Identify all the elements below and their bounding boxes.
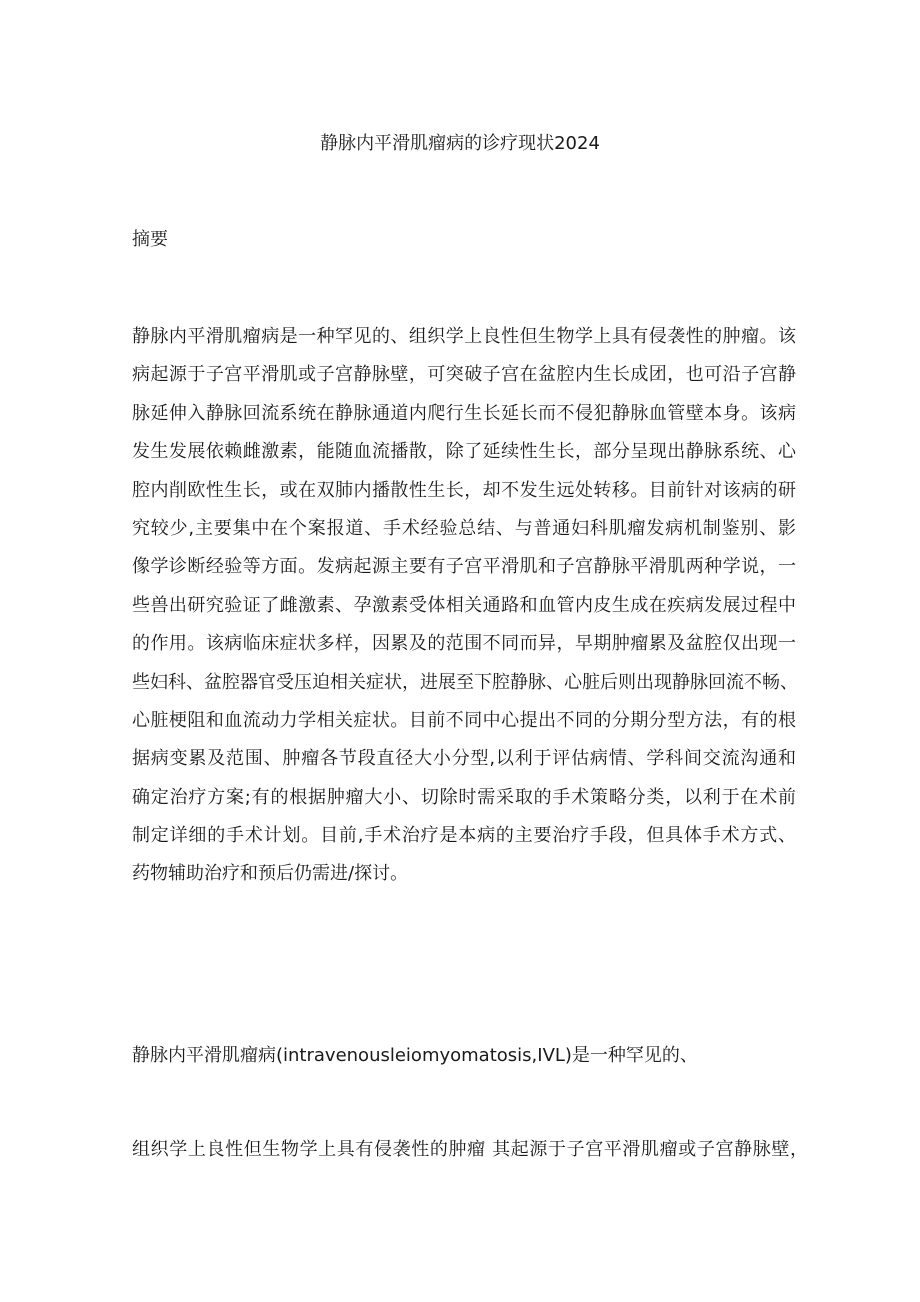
abstract-line: 静脉内平滑肌瘤病是一种罕见的、组织学上良性但生物学上具有侵袭性的肿瘤。该 xyxy=(132,326,796,347)
abstract-paragraph xyxy=(132,318,796,894)
abstract-line: 发生发展依赖雌激素，能随血流播散，除了延续性生长，部分呈现出静脉系统、心 xyxy=(132,441,796,463)
body-paragraph-continued: 组织学上良性但生物学上具有侵袭性的肿瘤 其起源于子宫平滑肌瘤或子宫静脉壁， xyxy=(132,1139,808,1160)
abstract-line: 据病变累及范围、肿瘤各节段直径大小分型,以利于评估病情、学科间交流沟通和 xyxy=(132,748,796,770)
abstract-line: 些妇科、盆腔器官受压迫相关症状，进展至下腔静脉、心脏后则出现静脉回流不畅、 xyxy=(132,671,798,693)
abstract-line: 制定详细的手术计划。目前,手术治疗是本病的主要治疗手段，但具体手术方式、 xyxy=(132,825,796,847)
body-paragraph-intro: 静脉内平滑肌瘤病(intravenousleiomyomatosis,IVL)是一种罕见的、 xyxy=(132,1045,698,1066)
abstract-line: 药物辅助治疗和预后仍需进/探讨。 xyxy=(132,863,409,885)
abstract-line: 些兽出研究验证了雌激素、孕激素受体相关通路和血管内皮生成在疾病发展过程中 xyxy=(132,594,796,616)
abstract-line: 究较少,主要集中在个案报道、手术经验总结、与普通妇科肌瘤发病机制鉴别、影 xyxy=(132,517,796,539)
abstract-line: 的作用。该病临床症状多样，因累及的范围不同而异，早期肿瘤累及盆腔仅出现一 xyxy=(132,633,796,655)
document-title: 静脉内平滑肌瘤病的诊疗现状2024 xyxy=(320,133,600,154)
abstract-line: 心脏梗阻和血流动力学相关症状。目前不同中心提出不同的分期分型方法，有的根 xyxy=(132,709,796,731)
abstract-line: 像学诊断经验等方面。发病起源主要有子宫平滑肌和子宫静脉平滑肌两种学说，一 xyxy=(132,556,796,578)
abstract-line: 腔内削欧性生长，或在双肺内播散性生长，却不发生远处转移。目前针对该病的研 xyxy=(132,479,796,501)
abstract-heading: 摘要 xyxy=(132,229,168,250)
abstract-line: 病起源于子宫平滑肌或子宫静脉壁，可突破子宫在盆腔内生长成团，也可沿子宫静 xyxy=(132,364,796,386)
abstract-line: 脉延伸入静脉回流系统在静脉通道内爬行生长延长而不侵犯静脉血管壁本身。该病 xyxy=(132,402,796,424)
abstract-line: 确定治疗方案;有的根据肿瘤大小、切除时需采取的手术策略分类，以利于在术前 xyxy=(132,786,796,808)
